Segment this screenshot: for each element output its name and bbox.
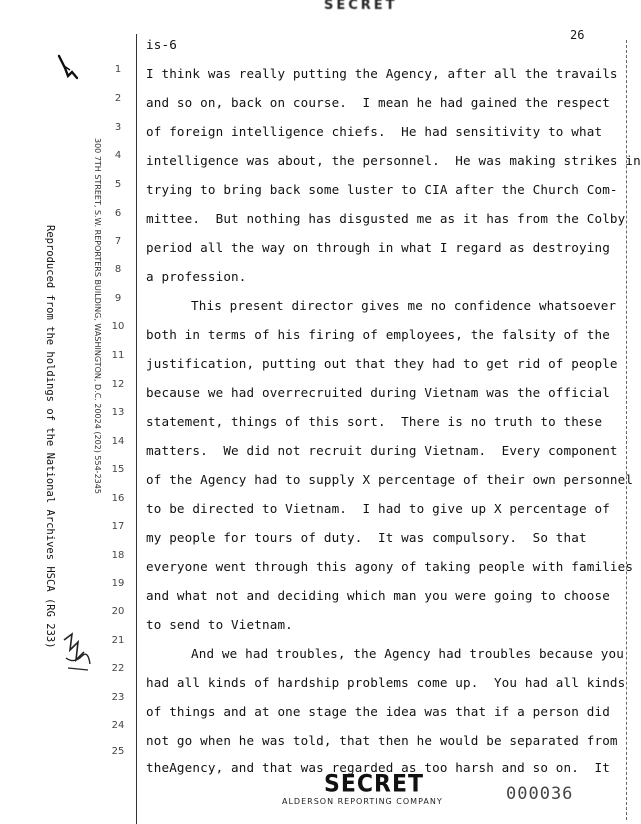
line-number: 13 (111, 407, 125, 418)
transcript-line: of the Agency had to supply X percentage of their own personnel (146, 472, 634, 487)
left-margin-rule (136, 34, 137, 824)
transcript-line: trying to bring back some luster to CIA after the Church Com- (146, 182, 618, 197)
transcript-line: to send to Vietnam. (146, 617, 293, 632)
handwritten-initials-icon (60, 630, 96, 674)
transcript-line: of foreign intelligence chiefs. He had sensitivity to what (146, 124, 603, 139)
reporting-company-credit: ALDERSON REPORTING COMPANY (282, 797, 443, 806)
reporter-address-stamp: 300 7TH STREET, S.W. REPORTERS BUILDING, WASHINGTON, D.C. 20024 (202) 554-2345 (93, 138, 102, 494)
transcript-line: This present director gives me no confidence whatsoever (191, 298, 617, 313)
line-number: 17 (111, 521, 125, 532)
transcript-line: both in terms of his firing of employees, the falsity of the (146, 327, 610, 342)
line-number: 14 (111, 436, 125, 447)
transcript-line: I think was really putting the Agency, after all the travails (146, 66, 618, 81)
line-number: 8 (114, 264, 122, 275)
transcript-line: and what not and deciding which man you were going to choose (146, 588, 610, 603)
transcript-line: a profession. (146, 269, 247, 284)
line-number: 1 (114, 64, 122, 75)
transcript-line: and so on, back on course. I mean he had gained the respect (146, 95, 610, 110)
transcript-line: matters. We did not recruit during Vietnam. Every component (146, 443, 618, 458)
line-number: 15 (111, 464, 125, 475)
line-number: 6 (114, 208, 122, 219)
line-number: 25 (111, 746, 125, 757)
transcript-line: theAgency, and that was regarded as too harsh and so on. It (146, 760, 610, 775)
document-id-number: 000036 (506, 784, 574, 804)
line-number: 22 (111, 663, 125, 674)
line-number: 4 (114, 150, 122, 161)
transcript-line: And we had troubles, the Agency had troubles because you (191, 646, 624, 661)
top-secret-stamp: SECRET (324, 0, 398, 13)
line-number: 2 (114, 93, 122, 104)
transcript-line: my people for tours of duty. It was compulsory. So that (146, 530, 587, 545)
pencil-mark-icon (56, 54, 80, 82)
transcript-line: everyone went through this agony of taking people with families (146, 559, 634, 574)
transcript-line: to be directed to Vietnam. I had to give up X percentage of (146, 501, 610, 516)
line-number: 5 (114, 179, 122, 190)
line-number: 21 (111, 635, 125, 646)
line-number: 18 (111, 550, 125, 561)
transcript-line: is-6 (146, 37, 177, 52)
transcript-line: period all the way on through in what I regard as destroying (146, 240, 610, 255)
line-number: 3 (114, 122, 122, 133)
archive-reproduction-stamp: Reproduced from the holdings of the National Archives HSCA (RG 233) (44, 225, 56, 649)
transcript-line: intelligence was about, the personnel. He was making strikes in (146, 153, 641, 168)
secret-classification-stamp: SECRET (324, 770, 424, 799)
transcript-line: not go when he was told, that then he would be separated from (146, 733, 618, 748)
line-number: 10 (111, 321, 125, 332)
line-number: 19 (111, 578, 125, 589)
line-number: 24 (111, 720, 125, 731)
page-number: 26 (570, 28, 585, 42)
transcript-line: justification, putting out that they had to get rid of people (146, 356, 618, 371)
line-number: 23 (111, 692, 125, 703)
transcript-line: because we had overrecruited during Vietnam was the official (146, 385, 610, 400)
transcript-line: had all kinds of hardship problems come up. You had all kinds (146, 675, 626, 690)
line-number: 7 (114, 236, 122, 247)
line-number: 20 (111, 606, 125, 617)
line-number: 12 (111, 379, 125, 390)
line-number: 16 (111, 493, 125, 504)
line-number: 11 (111, 350, 125, 361)
transcript-line: of things and at one stage the idea was that if a person did (146, 704, 610, 719)
transcript-line: mittee. But nothing has disgusted me as it has from the Colby (146, 211, 626, 226)
transcript-line: statement, things of this sort. There is no truth to these (146, 414, 603, 429)
line-number: 9 (114, 293, 122, 304)
